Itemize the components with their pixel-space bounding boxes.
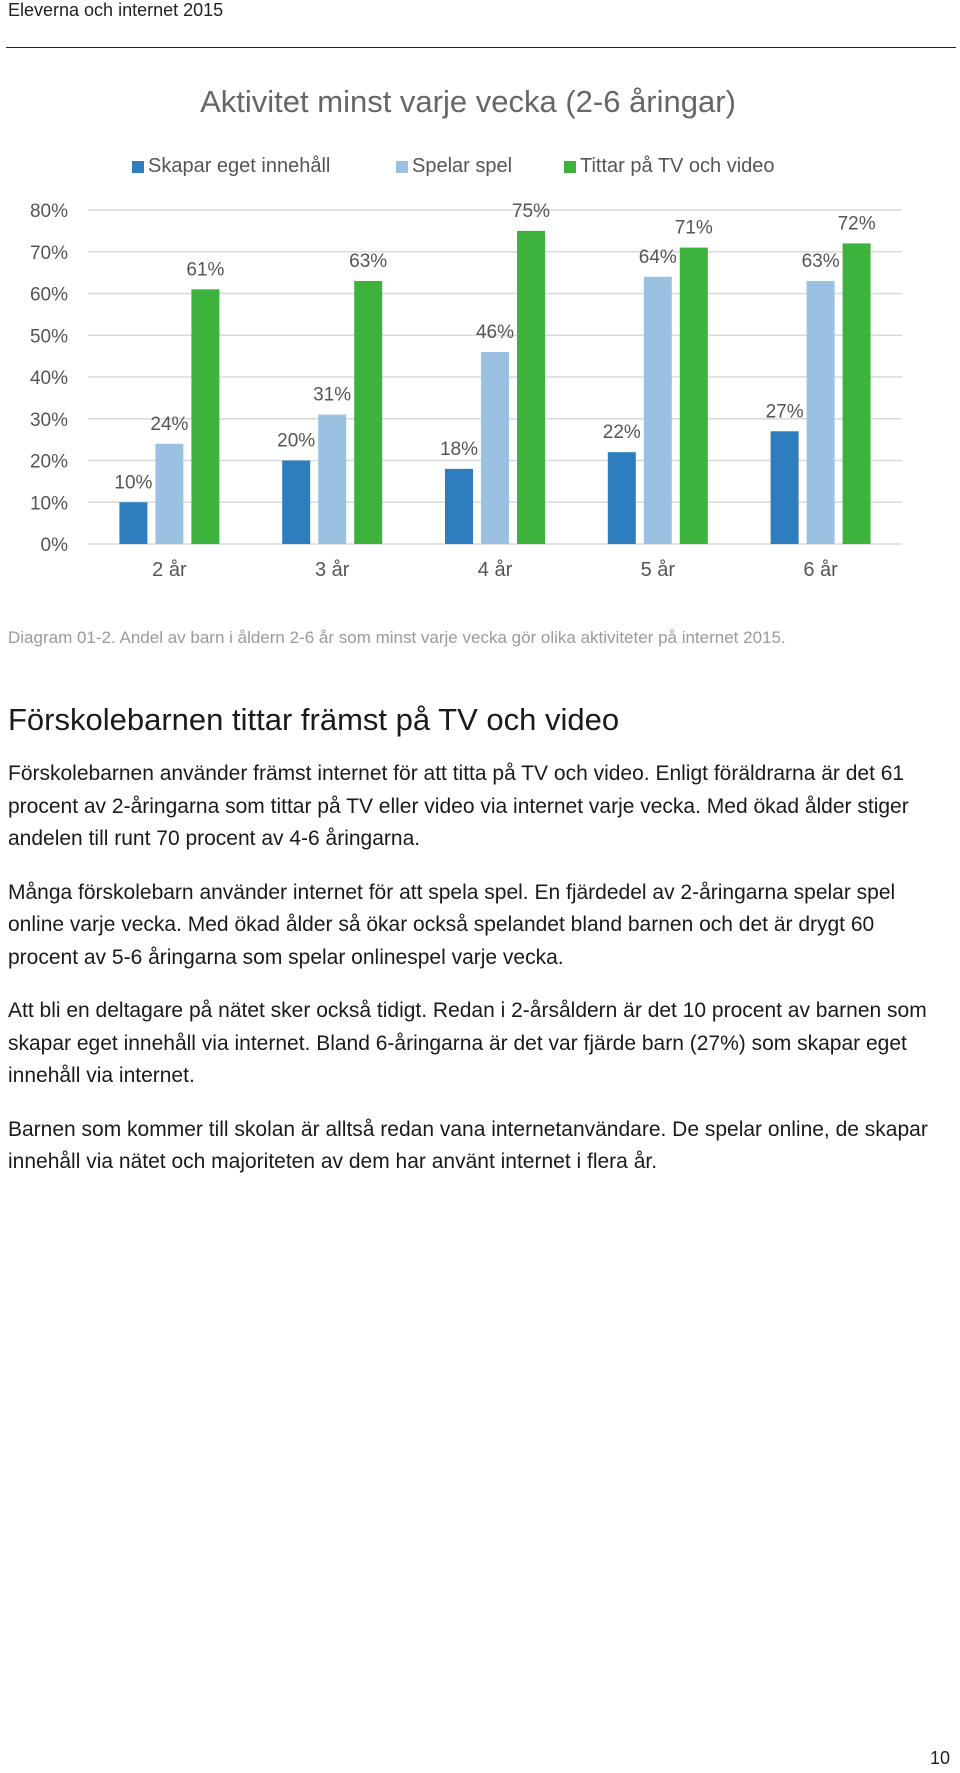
bar: [771, 431, 799, 544]
figure-caption: Diagram 01-2. Andel av barn i åldern 2-6 år som minst varje vecka gör olika aktiviteter på internet 2015.: [8, 628, 786, 647]
bar: [644, 277, 672, 544]
data-label: 22%: [602, 422, 641, 444]
y-tick-label: 40%: [29, 368, 68, 389]
bar: [155, 444, 183, 544]
section-heading: Förskolebarnen tittar främst på TV och video: [8, 702, 620, 737]
bar: [318, 415, 346, 544]
x-tick-label: 6 år: [803, 559, 838, 581]
legend-swatch-2: [396, 161, 408, 173]
y-tick-label: 0%: [40, 535, 68, 556]
y-tick-label: 20%: [29, 451, 68, 473]
bar: [354, 281, 382, 544]
data-label: 63%: [349, 250, 388, 272]
bar: [608, 452, 636, 544]
legend-swatch-1: [132, 161, 144, 173]
y-tick-label: 60%: [29, 284, 68, 306]
y-tick-label: 10%: [29, 493, 68, 515]
paragraph-2: Många förskolebarn använder internet för att spela spel. En fjärdedel av 2-åringarna spelar spel online varje vecka. Med ökad ålder så ökar också spelandet bland barnen och det är drygt 60 procent av 5-6 åringarna som spelar onlinespel varje vecka.: [8, 880, 896, 969]
data-label: 20%: [277, 430, 316, 452]
data-label: 64%: [638, 246, 677, 268]
data-label: 61%: [186, 259, 225, 281]
x-tick-label: 2 år: [152, 559, 187, 581]
data-label: 18%: [439, 438, 479, 460]
page-number: 10: [929, 1748, 950, 1768]
document-header-title: Eleverna och internet 2015: [8, 0, 224, 20]
data-label: 24%: [150, 413, 189, 435]
data-label: 46%: [475, 321, 515, 343]
data-label: 75%: [511, 200, 551, 222]
bar: [445, 469, 473, 544]
data-label: 31%: [313, 384, 352, 406]
data-label: 10%: [114, 472, 153, 494]
bar: [282, 461, 310, 545]
paragraph-3: Att bli en deltagare på nätet sker också tidigt. Redan i 2-årsåldern är det 10 procent av barnen som skapar eget innehåll via internet. Bland 6-åringarna är det var fjärde barn (27%) som skapar eget innehåll via internet.: [8, 999, 927, 1087]
chart-x-axis: [152, 559, 838, 581]
paragraph-1: Förskolebarnen använder främst internet för att titta på TV och video. Enligt föräldrarna är det 61 procent av 2-åringarna som tittar på TV eller video via internet varje vecka. Med ökad ålder stiger andelen till runt 70 procent av 4-6 åringarna.: [8, 762, 909, 850]
y-tick-label: 70%: [29, 242, 68, 264]
activity-bar-chart: [0, 60, 960, 600]
bar: [680, 248, 708, 544]
legend-label-3: Tittar på TV och video: [580, 155, 775, 177]
y-tick-label: 50%: [29, 326, 68, 348]
x-tick-label: 3 år: [314, 559, 350, 581]
bar: [843, 243, 871, 544]
data-label: 71%: [674, 217, 713, 239]
bar: [807, 281, 835, 544]
bar: [119, 502, 147, 544]
bar: [481, 352, 509, 544]
data-label: 27%: [765, 401, 804, 423]
bar: [191, 289, 219, 544]
header-divider: [6, 47, 956, 48]
legend-label-1: Skapar eget innehåll: [148, 155, 331, 177]
paragraph-4: Barnen som kommer till skolan är alltså redan vana internetanvändare. De spelar online, de skapar innehåll via nätet och majoriteten av dem har använt internet i flera år.: [8, 1117, 928, 1173]
chart-legend: [132, 155, 775, 177]
section-body: [8, 758, 950, 1200]
x-tick-label: 5 år: [640, 559, 676, 581]
data-label: 72%: [837, 213, 876, 235]
bar: [517, 231, 545, 544]
x-tick-label: 4 år: [477, 559, 513, 581]
legend-label-2: Spelar spel: [412, 155, 513, 177]
y-tick-label: 80%: [29, 201, 68, 222]
data-label: 63%: [801, 250, 840, 272]
chart-title: Aktivitet minst varje vecka (2-6 åringar): [200, 84, 736, 119]
y-tick-label: 30%: [29, 409, 68, 431]
chart-svg: [0, 60, 960, 600]
chart-y-axis: [30, 201, 68, 556]
legend-swatch-3: [564, 161, 576, 173]
